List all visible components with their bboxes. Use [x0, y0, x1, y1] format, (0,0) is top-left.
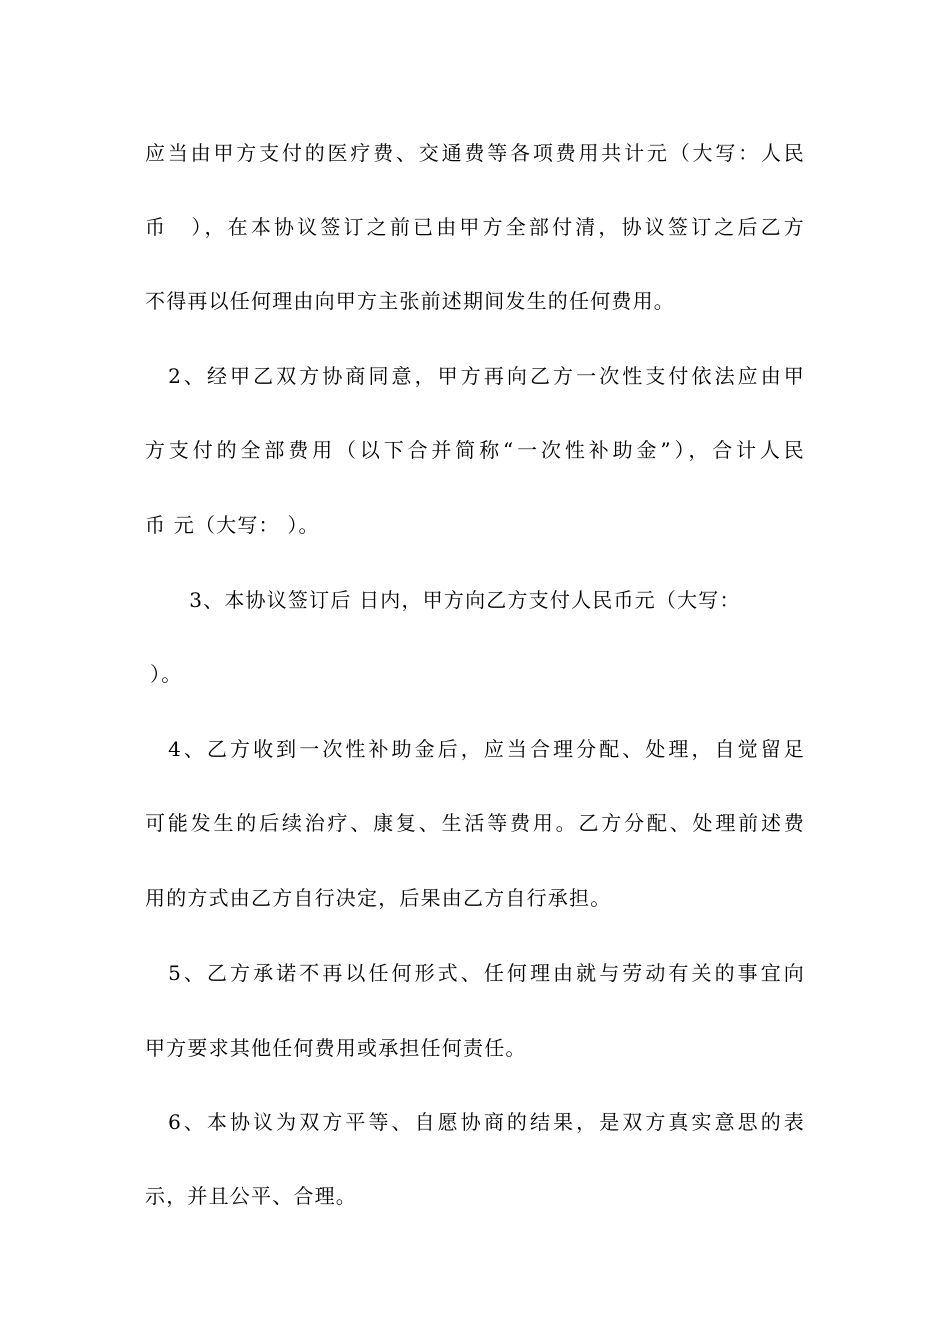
text-line: ）。 [150, 662, 183, 686]
text-line: 3、本协议签订后 日内，甲方向乙方支付人民币元（大写： [168, 588, 741, 612]
text-line: 示，并且公平、合理。 [145, 1184, 357, 1208]
text-line: 6、本协议为双方平等、自愿协商的结果，是双方真实意思的表 [145, 1110, 805, 1134]
text-line: 应当由甲方支付的医疗费、交通费等各项费用共计元（大写：人民 [145, 141, 805, 165]
text-line: 甲方要求其他任何费用或承担任何责任。 [145, 1036, 527, 1060]
text-line: 币 ），在本协议签订之前已由甲方全部付清，协议签订之后乙方 [145, 215, 805, 239]
text-line: 方支付的全部费用（以下合并简称“一次性补助金”），合计人民 [145, 438, 805, 462]
text-line: 不得再以任何理由向甲方主张前述期间发生的任何费用。 [145, 289, 675, 313]
text-line: 5、乙方承诺不再以任何形式、任何理由就与劳动有关的事宜向 [145, 961, 805, 985]
text-line: 2、经甲乙双方协商同意，甲方再向乙方一次性支付依法应由甲 [145, 364, 805, 388]
text-line: 用的方式由乙方自行决定，后果由乙方自行承担。 [145, 886, 612, 910]
text-line: 币 元（大写： ）。 [145, 513, 320, 537]
text-line: 4、乙方收到一次性补助金后，应当合理分配、处理，自觉留足 [145, 737, 805, 761]
text-line: 可能发生的后续治疗、康复、生活等费用。乙方分配、处理前述费 [145, 811, 805, 835]
